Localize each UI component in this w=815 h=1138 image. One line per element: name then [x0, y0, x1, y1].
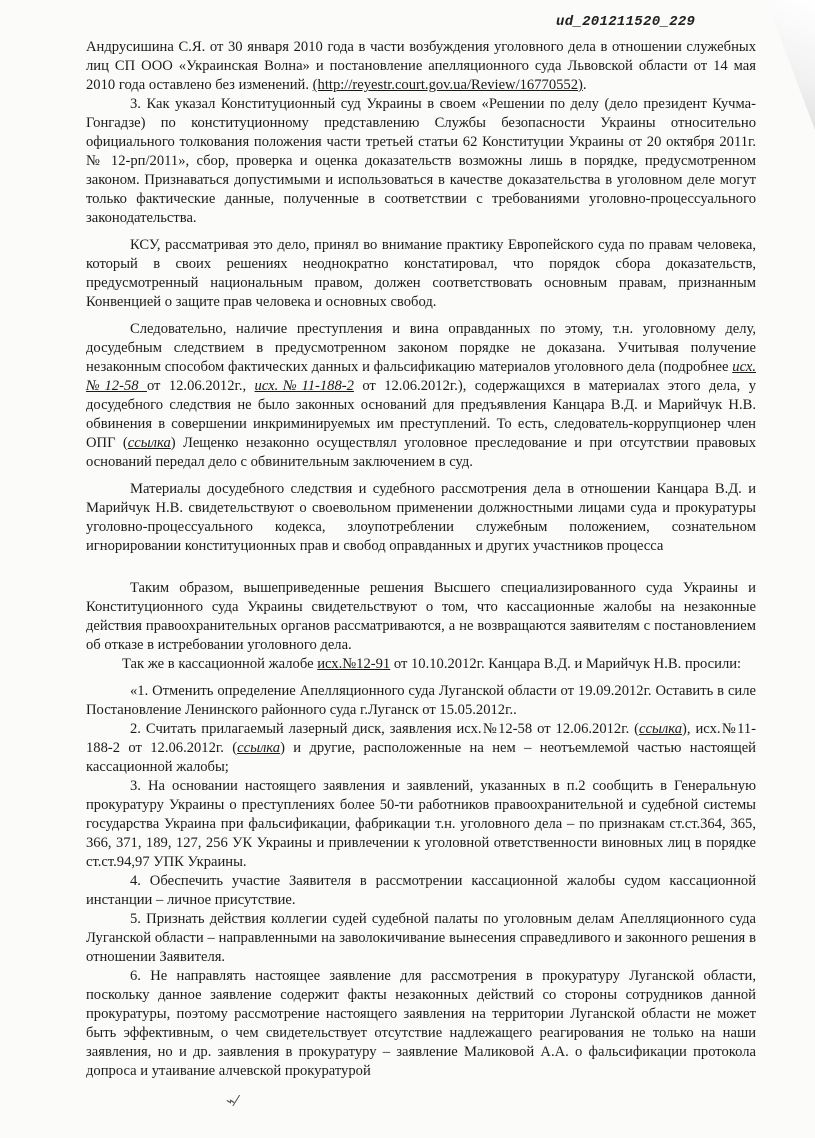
paragraph-5: Таким образом, вышеприведенные решения Высшего специализированного суда Украины и Конституционного суда Украины свидетельствуют о том, что кассационные жалобы на незаконные действия правоохранительных органов рассматриваются, а не возвращаются заявителям с постановлением об отказе в истребовании уголовного дела. [86, 580, 756, 653]
text: 2. Считать прилагаемый лазерный диск, заявления исх.№12-58 от 12.06.2012г. ( [130, 721, 640, 737]
list-item-3: 3. На основании настоящего заявления и заявлений, указанных в п.2 сообщить в Генеральную прокуратуру Украины о преступлениях более 50-ти работников правоохранительной и судебной системы государства Украина при фальсификации, фабрикации т.н. уголовного дела – по признакам ст.ст.364, 365, 366, 371, 189, 127, 256 УК Украины и привлечении к уголовной ответственности виновных лиц в порядке ст.ст.94,97 УПК Украины. [86, 778, 756, 870]
paragraph-2: КСУ, рассматривая это дело, принял во внимание практику Европейского суда по правам человека, который в своих решениях неоднократно констатировал, что порядок сбора доказательств, предусмотренный национальным правом, должен соответствовать основным правам, признанным Конвенцией о защите прав человека и основных свобод. [86, 237, 756, 310]
reference-link-12-58[interactable]: исх.№12-58 [86, 359, 756, 394]
text: Следовательно, наличие преступления и вина оправданных по этому, т.н. уголовному делу, досудебным следствием в предусмотренном законом порядке не доказана. Учитывая получение незаконным способом фактических данных и фальсификацию материалов уголовного дела (подробнее [86, 321, 756, 375]
paragraph-3 [86, 320, 756, 472]
document-id: ud_201211520_229 [556, 14, 696, 30]
list-item-2 [86, 720, 756, 777]
reference-link-11-188-2[interactable]: исх.№11-188-2 [254, 378, 354, 394]
reference-link[interactable]: ссылка [237, 740, 281, 756]
handwritten-mark: ⌁⁄ [226, 1092, 238, 1110]
text: ) Лещенко незаконно осуществлял уголовное преследование и при отсутствии правовых оснований передал дело с обвинительным заключением в суд. [86, 435, 756, 470]
list-item-4: 4. Обеспечить участие Заявителя в рассмотрении кассационной жалобы судом кассационной инстанции – личное присутствие. [86, 873, 756, 908]
text: Андрусишина С.Я. от 30 января 2010 года в части возбуждения уголовного дела в отношении служебных лиц СП ООО «Украинская Волна» и постановление апелляционного суда Львовской области от 14 мая 2010 года оставлено без изменений. [86, 39, 756, 93]
paragraph-0 [86, 38, 756, 95]
text: ), исх.№11-188-2 от 12.06.2012г. ( [86, 721, 756, 756]
registry-link[interactable]: (http://reyestr.court.gov.ua/Review/16770552) [312, 77, 583, 93]
text: от 12.06.2012г.), содержащихся в материалах этого дела, у досудебного следствия не было законных оснований для предъявления Канцара В.Д. и Марийчук Н.В. обвинения в совершении инкриминируемых им преступлений. То есть, следователь-коррупционер член ОПГ ( [86, 378, 756, 451]
text: от 10.10.2012г. Канцара В.Д. и Марийчук Н.В. просили: [390, 656, 742, 672]
text: ) и другие, расположенные на нем – неотъемлемой частью настоящей кассационной жалобы; [86, 740, 756, 775]
text: от 12.06.2012г., [146, 378, 255, 394]
paragraph-6 [86, 655, 756, 674]
reference-link-12-91[interactable]: исх.№12-91 [317, 656, 391, 672]
document-body [86, 38, 756, 1081]
paragraph-1: 3. Как указал Конституционный суд Украины в своем «Решении по делу (дело президент Кучма-Гонгадзе) по конституционному представлению Службы безопасности Украины относительно официального толкования положения части третьей статьи 62 Конституции Украины от 20 октября 2011г. № 12-рп/2011», сбор, проверка и оценка доказательств возможны лишь в порядке, предусмотренном законом. Признаваться допустимыми и использоваться в качестве доказательства в уголовном деле могут только фактические данные, полученные в соответствии с требованиями уголовно-процессуального законодательства. [86, 96, 756, 226]
list-item-6: 6. Не направлять настоящее заявление для рассмотрения в прокуратуру Луганской области, поскольку данное заявление содержит факты незаконных действий со стороны сотрудников данной прокуратуры, поэтому рассмотрение настоящего заявления на территории Луганской области не может быть эффективным, о чем свидетельствует отсутствие надлежащего реагирования не только на наши заявления, но и др. заявления в прокуратуру – заявление Маликовой А.А. о фальсификации протокола допроса и утаивание алчевской прокуратурой [86, 968, 756, 1079]
text: Так же в кассационной жалобе [122, 656, 318, 672]
paragraph-4: Материалы досудебного следствия и судебного рассмотрения дела в отношении Канцара В.Д. и Марийчук Н.В. свидетельствуют о своевольном применении должностными лицами суда и прокуратуры уголовно-процессуального кодекса, злоупотреблении служебным положением, сознательном игнорировании конституционных прав и свобод оправданных и других участников процесса [86, 481, 756, 554]
reference-link-opg[interactable]: ссылка [127, 435, 171, 451]
text: . [582, 77, 587, 93]
list-item-1: «1. Отменить определение Апелляционного суда Луганской области от 19.09.2012г. Оставить в силе Постановление Ленинского районного суда г.Луганск от 15.05.2012г.. [86, 683, 756, 718]
reference-link[interactable]: ссылка [639, 721, 683, 737]
list-item-5: 5. Признать действия коллегии судей судебной палаты по уголовным делам Апелляционного суда Луганской области – направленными на заволокичивание вынесения справедливого и законного решения в отношении Заявителя. [86, 911, 756, 965]
